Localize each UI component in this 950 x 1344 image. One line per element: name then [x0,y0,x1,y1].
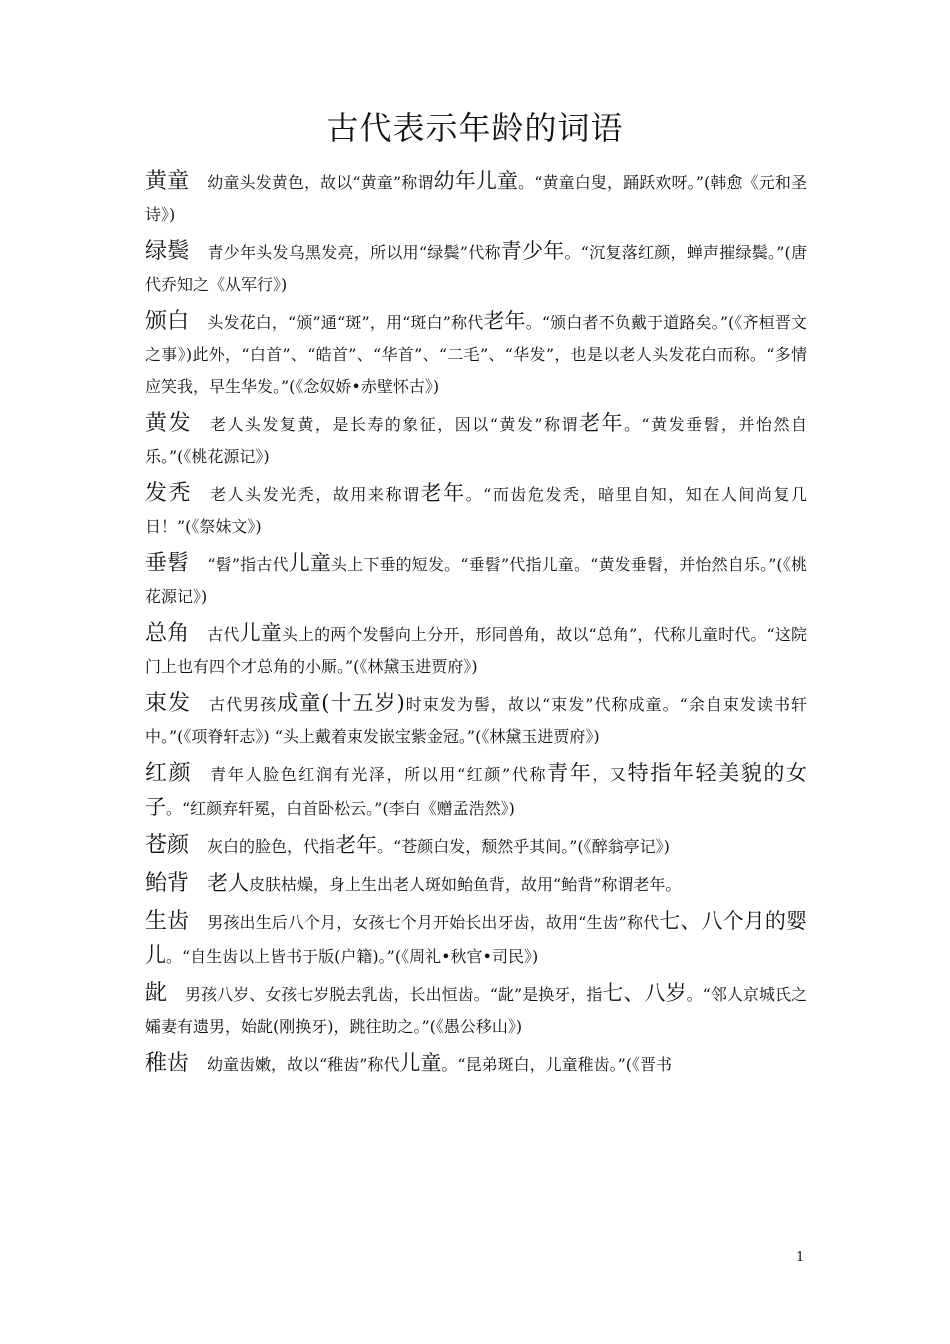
entry-term: 颁白 [145,309,190,334]
entry-emphasis: 成童(十五岁) [277,691,405,715]
entry-text: 。“黄童白叟，踊跃欢呀。”(韩愈《元和圣诗》) [145,173,807,224]
list-item [145,829,807,863]
entry-text: 。“苍颜白发，颓然乎其间。”(《醉翁亭记》) [377,837,670,856]
entry-text: 。“颁白者不负戴于道路矣。”(《齐桓晋文之事》)此外，“白首”、“皓首”、“华首”、“二毛”、“华发”，也是以老人头发花白而称。“多情应笑我，早生华发。”(《念奴娇•赤壁怀古》) [145,313,807,396]
entry-text: 。“自生齿以上皆书于版(户籍)。”(《周礼•秋官•司民》) [166,947,539,966]
entry-term: 生齿 [145,909,190,934]
entry-emphasis: 儿童 [288,551,331,575]
entry-term: 黄发 [145,411,192,436]
entry-text: 。“红颜弃轩冕，白首卧松云。”(李白《赠孟浩然》) [166,799,515,818]
entry-text: 皮肤枯燥，身上生出老人斑如鲐鱼背，故用“鲐背”称谓老年。 [249,875,682,894]
entry-text: 男孩八岁、女孩七岁脱去乳齿，长出恒齿。“龀”是换牙，指 [185,985,603,1004]
entry-emphasis: 七、八岁 [602,981,687,1005]
entry-emphasis: 青少年 [500,239,565,263]
entry-term: 垂髫 [145,551,190,576]
list-item [145,235,807,301]
entry-text: 青少年头发乌黑发亮，所以用“绿鬓”代称 [207,243,501,262]
entry-term: 苍颜 [145,833,190,858]
entry-term: 总角 [145,621,190,646]
entry-text: 幼童齿嫩，故以“稚齿”称代 [207,1055,400,1074]
list-item [145,757,807,825]
entry-text: “髫”指古代 [207,555,289,574]
entry-term: 束发 [145,691,192,716]
entry-text: 老人头发光秃，故用来称谓 [210,485,421,504]
list-item [145,165,807,231]
entry-text: 古代男孩 [209,695,278,714]
entry-emphasis: 幼年儿童 [433,169,519,193]
list-item [145,617,807,683]
entry-text: 。“沉复落红颜，蝉声摧绿鬓。”(唐代乔知之《从军行》) [145,243,807,294]
entry-emphasis: 老年 [335,833,378,857]
entry-text: 古代 [207,625,240,644]
list-item [145,477,807,543]
list-item [145,977,807,1043]
list-item [145,407,807,473]
entry-term: 黄童 [145,169,190,194]
entry-text: 。“黄发垂髫，并怡然自乐。”(《桃花源记》) [145,415,807,466]
entry-text: 时束发为髻，故以“束发”代称成童。“余自束发读书轩中。”(《项脊轩志》) “头上戴着束发嵌宝紫金冠。”(《林黛玉进贾府》) [145,695,807,746]
list-item [145,905,807,973]
list-item [145,305,807,403]
entry-emphasis: 老年 [483,309,526,333]
entry-emphasis: 儿童 [399,1051,442,1075]
entry-list [145,165,807,1085]
entry-text: 。“邻人京城氏之孀妻有遗男，始龀(刚换牙)，跳往助之。”(《愚公移山》) [145,985,807,1036]
entry-term: 稚齿 [145,1051,190,1076]
entry-text: ，又 [592,765,628,784]
entry-emphasis: 七、八个月的婴儿 [145,909,807,967]
document-title: 古代表示年龄的词语 [326,109,624,147]
entry-text: 头发花白，“颁”通“斑”，用“斑白”称代 [207,313,484,332]
entry-term: 红颜 [145,761,193,786]
entry-text: 头上下垂的短发。“垂髫”代指儿童。“黄发垂髫，并怡然自乐。”(《桃花源记》) [145,555,807,606]
entry-text: 灰白的脸色，代指 [207,837,336,856]
entry-term: 绿鬓 [145,239,190,264]
entry-text: 。“而齿危发秃，暗里自知，知在人间尚复几日！”(《祭妹文》) [145,485,807,536]
entry-text: 男孩出生后八个月，女孩七个月开始长出牙齿，故用“生齿”称代 [207,913,660,932]
entry-text: 青年人脸色红润有光泽，所以用“红颜”代称 [210,765,548,784]
entry-term: 龀 [145,981,168,1006]
page-number: 1 [796,1250,805,1265]
entry-emphasis: 老人 [207,871,250,895]
list-item [145,687,807,753]
list-item [145,1047,807,1081]
list-item [145,867,807,901]
entry-text: 幼童头发黄色，故以“黄童”称谓 [207,173,434,192]
entry-term: 鲐背 [145,871,190,896]
entry-text: 。“昆弟斑白，儿童稚齿。”(《晋书 [441,1055,672,1074]
entry-text: 老人头发复黄，是长寿的象征，因以“黄发”称谓 [209,415,579,434]
entry-text: 头上的两个发髻向上分开，形同兽角，故以“总角”，代称儿童时代。“这院门上也有四个才总角的小厮。”(《林黛玉进贾府》) [145,625,807,676]
list-item [145,547,807,613]
entry-emphasis: 老年 [420,481,466,505]
entry-term: 发秃 [145,481,193,506]
entry-emphasis: 老年 [578,411,624,435]
entry-emphasis: 特指年轻美貌的女子 [145,761,807,819]
entry-emphasis: 青年 [547,761,593,785]
entry-emphasis: 儿童 [239,621,282,645]
